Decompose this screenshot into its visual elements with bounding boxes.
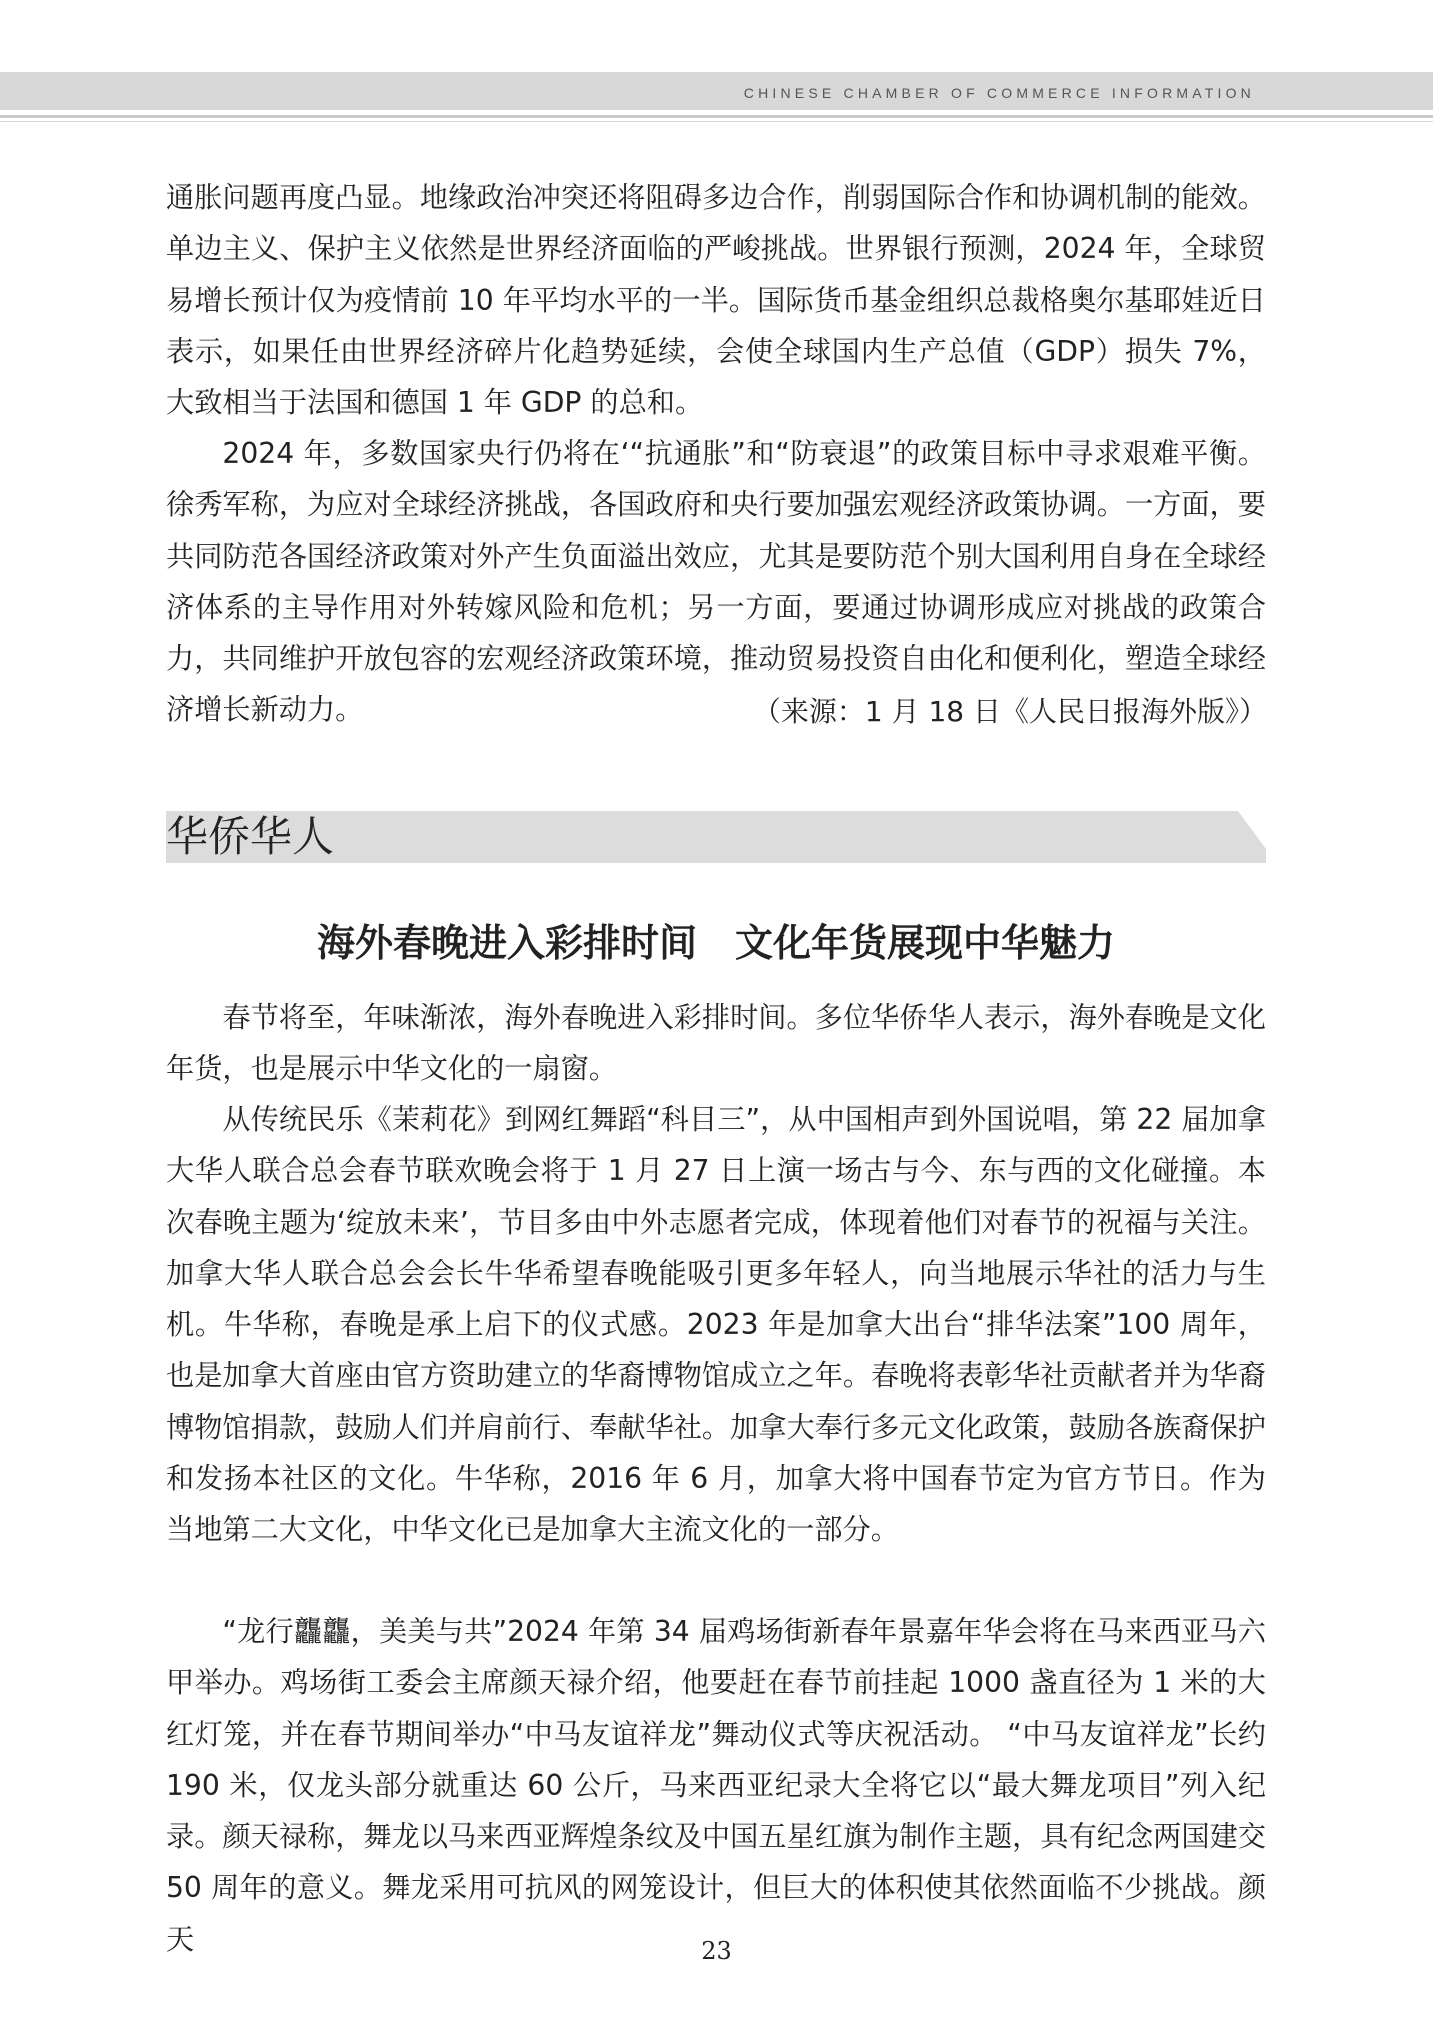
body-paragraph: 从传统民乐《茉莉花》到网红舞蹈“科目三”，从中国相声到外国说唱，第 22 届加拿大华人联合总会春节联欢晚会将于 1 月 27 日上演一场古与今、东与西的文化碰撞。本次春晚主题为‘绽放未来’，节目多由中外志愿者完成，体现着他们对春节的祝福与关注。加拿大华人联合总会会长牛华希望春晚能吸引更多年轻人，向当地展示华社的活力与生机。牛华称，春晚是承上启下的仪式感。2023 年是加拿大出台“排华法案”100 周年，也是加拿大首座由官方资助建立的华裔博物馆成立之年。春晚将表彰华社贡献者并为华裔博物馆捐款，鼓励人们并肩前行、奉献华社。加拿大奉行多元文化政策，鼓励各族裔保护和发扬本社区的文化。牛华称，2016 年 6 月，加拿大将中国春节定为官方节日。作为当地第二大文化，中华文化已是加拿大主流文化的一部分。 bbox=[166, 1103, 1266, 1547]
page-number: 23 bbox=[701, 1937, 732, 1965]
header-divider-thin bbox=[0, 121, 1433, 122]
body-paragraph: “龙行龘龘，美美与共”2024 年第 34 届鸡场街新春年景嘉年华会将在马来西亚马六甲举办。鸡场街工委会主席颜天禄介绍，他要赶在春节前挂起 1000 盏直径为 1 米的大红灯笼，并在春节期间举办“中马友谊祥龙”舞动仪式等庆祝活动。 “中马友谊祥龙”长约 190 米，仅龙头部分就重达 60 公斤，马来西亚纪录大全将它以“最大舞龙项目”列入纪录。颜天禄称，舞龙以马来西亚辉煌条纹及中国五星红旗为制作主题，具有纪念两国建交 50 周年的意义。舞龙采用可抗风的网笼设计，但巨大的体积使其依然面临不少挑战。颜天 bbox=[166, 1615, 1266, 1956]
body-paragraph: 通胀问题再度凸显。地缘政治冲突还将阻碍多边合作，削弱国际合作和协调机制的能效。单边主义、保护主义依然是世界经济面临的严峻挑战。世界银行预测，2024 年，全球贸易增长预计仅为疫情前 10 年平均水平的一半。国际货币基金组织总裁格奥尔基耶娃近日表示，如果任由世界经济碎片化趋势延续，会使全球国内生产总值（GDP）损失 7%，大致相当于法国和德国 1 年 GDP 的总和。 bbox=[166, 181, 1266, 420]
running-title: CHINESE CHAMBER OF COMMERCE INFORMATION bbox=[743, 85, 1255, 101]
section-title: 华侨华人 bbox=[166, 812, 335, 861]
body-paragraph: 2024 年，多数国家央行仍将在‘“抗通胀”和“防衰退”的政策目标中寻求艰难平衡。徐秀军称，为应对全球经济挑战，各国政府和央行要加强宏观经济政策协调。一方面，要共同防范各国经济政策对外产生负面溢出效应，尤其是要防范个别大国利用自身在全球经济体系的主导作用对外转嫁风险和危机；另一方面，要通过协调形成应对挑战的政策合力，共同维护开放包容的宏观经济政策环境，推动贸易投资自由化和便利化，塑造全球经济增长新动力。 bbox=[166, 437, 1266, 727]
body-paragraph: 春节将至，年味渐浓，海外春晚进入彩排时间。多位华侨华人表示，海外春晚是文化年货，也是展示中华文化的一扇窗。 bbox=[166, 1001, 1266, 1086]
article-title: 海外春晚进入彩排时间 文化年货展现中华魅力 bbox=[316, 921, 1115, 965]
source-citation: （来源：1 月 18 日《人民日报海外版》） bbox=[752, 695, 1267, 728]
header-divider bbox=[0, 115, 1433, 118]
